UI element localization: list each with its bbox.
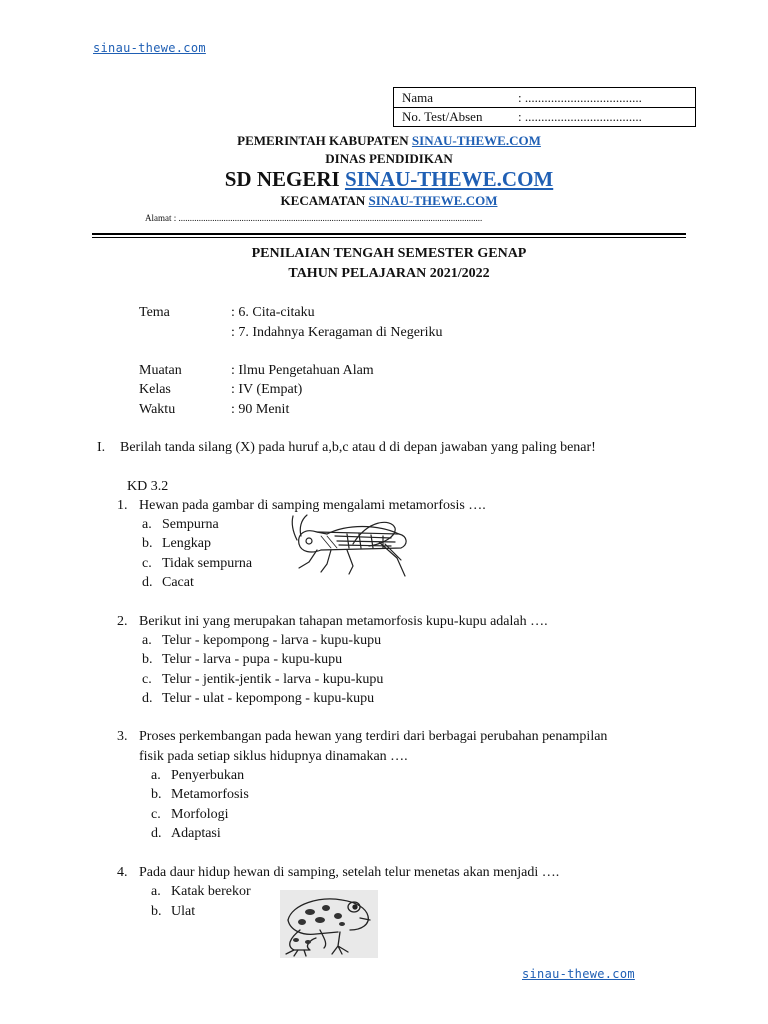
exam-year: TAHUN PELAJARAN 2021/2022: [288, 266, 490, 281]
header-divider-thin: [92, 237, 686, 238]
waktu-label: Waktu: [139, 402, 176, 417]
question-3-text-cont: fisik pada setiap siklus hidupnya dinamakan ….: [139, 749, 408, 764]
section-instruction: Berilah tanda silang (X) pada huruf a,b,c atau d di depan jawaban yang paling benar!: [120, 440, 596, 455]
question-2-number: 2.: [117, 614, 128, 629]
option-text: Telur - ulat - kepompong - kupu-kupu: [162, 691, 375, 706]
q4-option-b[interactable]: [151, 903, 195, 921]
header-government-link[interactable]: SINAU-THEWE.COM: [411, 133, 541, 148]
section-number: I.: [97, 440, 106, 455]
option-letter: d.: [142, 691, 153, 706]
question-3-number: 3.: [117, 729, 128, 744]
q2-option-d[interactable]: [142, 690, 374, 708]
muatan-label: Muatan: [139, 363, 182, 378]
watermark-bottom[interactable]: sinau-thewe.com: [522, 967, 635, 981]
header-district-link[interactable]: SINAU-THEWE.COM: [368, 193, 498, 208]
header-divider: [92, 233, 686, 235]
option-letter: c.: [142, 672, 152, 687]
option-letter: d.: [151, 826, 162, 841]
option-text: Ulat: [171, 904, 196, 919]
header-district-prefix: KECAMATAN: [280, 193, 369, 208]
name-row: [394, 88, 695, 108]
name-label: Nama: [402, 90, 434, 105]
option-letter: b.: [142, 536, 153, 551]
q3-option-b[interactable]: [151, 786, 249, 804]
waktu-value: : 90 Menit: [231, 402, 290, 417]
name-field[interactable]: : ....................................: [518, 90, 642, 105]
question-4-number: 4.: [117, 865, 128, 880]
question-1-number: 1.: [117, 498, 128, 513]
school-name-link[interactable]: SINAU-THEWE.COM: [344, 167, 554, 191]
option-letter: a.: [151, 768, 161, 783]
test-number-field[interactable]: : ....................................: [518, 109, 642, 124]
q2-option-b[interactable]: [142, 651, 342, 669]
option-text: Telur - kepompong - larva - kupu-kupu: [162, 633, 382, 648]
option-text: Morfologi: [171, 807, 229, 822]
q2-option-a[interactable]: [142, 632, 381, 650]
school-name: [0, 167, 768, 192]
kelas-label: Kelas: [139, 382, 171, 397]
identity-box: [393, 87, 696, 127]
option-text: Metamorfosis: [171, 787, 249, 802]
option-text: Tidak sempurna: [162, 556, 253, 571]
option-letter: b.: [151, 904, 162, 919]
q1-option-c[interactable]: [142, 555, 252, 573]
q4-option-a[interactable]: [151, 883, 251, 901]
header-government-prefix: PEMERINTAH KABUPATEN: [237, 133, 412, 148]
exam-title: PENILAIAN TENGAH SEMESTER GENAP: [251, 246, 527, 261]
q3-option-d[interactable]: [151, 825, 221, 843]
option-text: Telur - jentik-jentik - larva - kupu-kupu: [162, 672, 384, 687]
q2-option-c[interactable]: [142, 671, 383, 689]
q3-option-c[interactable]: [151, 806, 229, 824]
question-3-text: Proses perkembangan pada hewan yang terdiri dari berbagai perubahan penampilan: [139, 729, 608, 744]
header-government: [0, 133, 768, 149]
option-text: Katak berekor: [171, 884, 251, 899]
header-department: DINAS PENDIDIKAN: [325, 151, 453, 166]
grasshopper-image: [287, 514, 413, 580]
option-letter: d.: [142, 575, 153, 590]
option-letter: c.: [151, 807, 161, 822]
watermark-top[interactable]: sinau-thewe.com: [93, 41, 206, 55]
option-text: Lengkap: [162, 536, 211, 551]
school-name-prefix: SD NEGERI: [224, 167, 345, 191]
option-letter: a.: [142, 517, 152, 532]
header-district: [0, 193, 768, 209]
option-text: Adaptasi: [171, 826, 221, 841]
question-2-text: Berikut ini yang merupakan tahapan metamorfosis kupu-kupu adalah ….: [139, 614, 548, 629]
option-letter: c.: [142, 556, 152, 571]
test-number-row: [394, 107, 695, 126]
kd-label: KD 3.2: [127, 479, 169, 494]
option-text: Sempurna: [162, 517, 219, 532]
frog-image: [280, 890, 378, 958]
address-line: Alamat : .......................................................................................................................................: [145, 213, 483, 223]
q3-option-a[interactable]: [151, 767, 244, 785]
option-text: Penyerbukan: [171, 768, 245, 783]
q1-option-b[interactable]: [142, 535, 211, 553]
question-4-text: Pada daur hidup hewan di samping, setelah telur menetas akan menjadi ….: [139, 865, 560, 880]
option-letter: a.: [142, 633, 152, 648]
option-letter: b.: [151, 787, 162, 802]
kelas-value: : IV (Empat): [231, 382, 303, 397]
q1-option-a[interactable]: [142, 516, 219, 534]
q1-option-d[interactable]: [142, 574, 194, 592]
muatan-value: : Ilmu Pengetahuan Alam: [231, 363, 374, 378]
tema-value-2: : 7. Indahnya Keragaman di Negeriku: [231, 325, 443, 340]
tema-value-1: : 6. Cita-citaku: [231, 305, 315, 320]
option-text: Cacat: [162, 575, 194, 590]
option-text: Telur - larva - pupa - kupu-kupu: [162, 652, 343, 667]
question-1-text: Hewan pada gambar di samping mengalami metamorfosis ….: [139, 498, 486, 513]
option-letter: b.: [142, 652, 153, 667]
option-letter: a.: [151, 884, 161, 899]
tema-label: Tema: [139, 305, 170, 320]
test-number-label: No. Test/Absen: [402, 109, 483, 124]
